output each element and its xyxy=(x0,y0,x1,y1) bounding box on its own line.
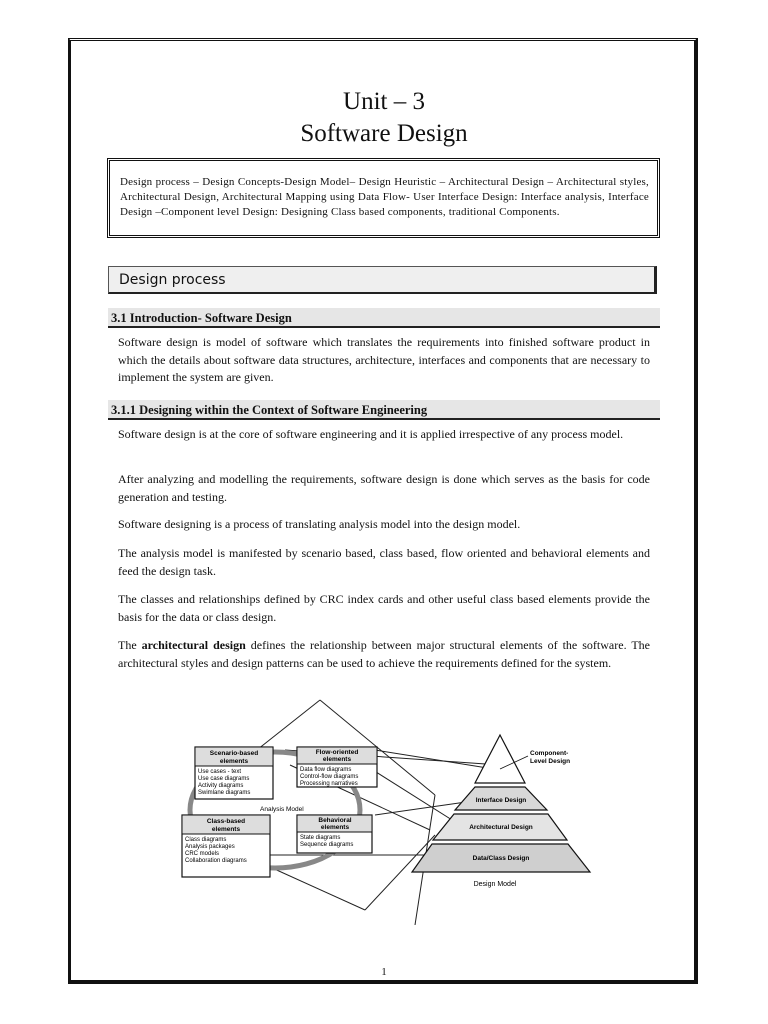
syllabus-box: Design process – Design Concepts-Design Model– Design Heuristic – Architectural Design – Architectural styles, Architectural Design, Architectural Mapping using Data Flow- User Interface Design: Interface analysis, Interface Design –Component level Design: Designing Class based components, traditional Components. xyxy=(107,158,660,238)
svg-text:Use cases - text: Use cases - text xyxy=(198,769,242,775)
design-model-label: Design Model xyxy=(473,881,517,888)
svg-text:Analysis packages: Analysis packages xyxy=(185,844,235,850)
svg-text:Swimlane diagrams: Swimlane diagrams xyxy=(198,790,251,796)
behavioral-elements-box xyxy=(297,815,372,853)
svg-text:Class-based: Class-based xyxy=(206,818,246,825)
paragraph: Software designing is a process of translating analysis model into the design model. xyxy=(118,517,521,531)
svg-text:Processing narratives: Processing narratives xyxy=(300,781,358,787)
svg-text:Behavioral: Behavioral xyxy=(318,817,352,824)
page-title: Software Design xyxy=(300,120,468,147)
subsection-heading-3-1-1: 3.1.1 Designing within the Context of Software Engineering xyxy=(108,400,660,420)
analysis-to-design-figure xyxy=(175,695,595,925)
svg-text:Control-flow diagrams: Control-flow diagrams xyxy=(300,774,359,780)
svg-text:elements: elements xyxy=(219,758,249,765)
svg-text:Activity diagrams: Activity diagrams xyxy=(198,783,244,789)
svg-text:Data flow diagrams: Data flow diagrams xyxy=(300,767,352,773)
connector-lines xyxy=(200,700,500,925)
bold-term: architectural design xyxy=(141,638,246,652)
class-elements-box xyxy=(182,815,270,877)
design-pyramid xyxy=(412,735,590,872)
page-number: 1 xyxy=(381,966,387,978)
svg-text:Data/Class Design: Data/Class Design xyxy=(472,855,530,862)
analysis-model-label: Analysis Model xyxy=(260,806,304,813)
svg-text:Class diagrams: Class diagrams xyxy=(185,837,227,843)
flow-elements-box xyxy=(297,747,377,787)
svg-text:Collaboration diagrams: Collaboration diagrams xyxy=(185,858,247,864)
svg-text:elements: elements xyxy=(211,826,241,833)
paragraph: After analyzing and modelling the requirements, software design is done which serves as the basis for code generation and testing. xyxy=(118,472,650,504)
svg-text:Sequence diagrams: Sequence diagrams xyxy=(300,842,354,848)
paragraph-intro: Software design is model of software which translates the requirements into finished software product in which the details about software data structures, architecture, interfaces and components that are necessary to implement the system are given. xyxy=(118,335,650,384)
svg-text:Component-: Component- xyxy=(530,750,569,757)
svg-text:Flow-oriented: Flow-oriented xyxy=(315,749,359,756)
scenario-elements-box xyxy=(195,747,273,799)
subsection-heading-3-1: 3.1 Introduction- Software Design xyxy=(108,308,660,328)
section-heading: Design process xyxy=(108,266,657,294)
svg-text:elements: elements xyxy=(322,756,352,763)
unit-title: Unit – 3 xyxy=(343,88,425,115)
svg-text:Scenario-based: Scenario-based xyxy=(209,750,259,757)
svg-text:Architectural Design: Architectural Design xyxy=(469,824,533,831)
paragraph: The analysis model is manifested by scenario based, class based, flow oriented and behavioral elements and feed the design task. xyxy=(118,546,650,578)
paragraph: The classes and relationships defined by CRC index cards and other useful class based elements provide the basis for the data or class design. xyxy=(118,592,650,624)
svg-text:Interface Design: Interface Design xyxy=(475,797,527,804)
svg-text:State diagrams: State diagrams xyxy=(300,835,341,841)
svg-text:CRC models: CRC models xyxy=(185,851,220,857)
paragraph-architectural-design: The architectural design defines the relationship between major structural elements of the software. The architectural styles and design patterns can be used to achieve the requirements defined for the system. xyxy=(118,638,651,670)
svg-text:Use case diagrams: Use case diagrams xyxy=(198,776,250,782)
svg-text:Level Design: Level Design xyxy=(530,758,571,765)
svg-text:elements: elements xyxy=(320,824,350,831)
paragraph: Software design is at the core of software engineering and it is applied irrespective of any process model. xyxy=(118,427,624,441)
